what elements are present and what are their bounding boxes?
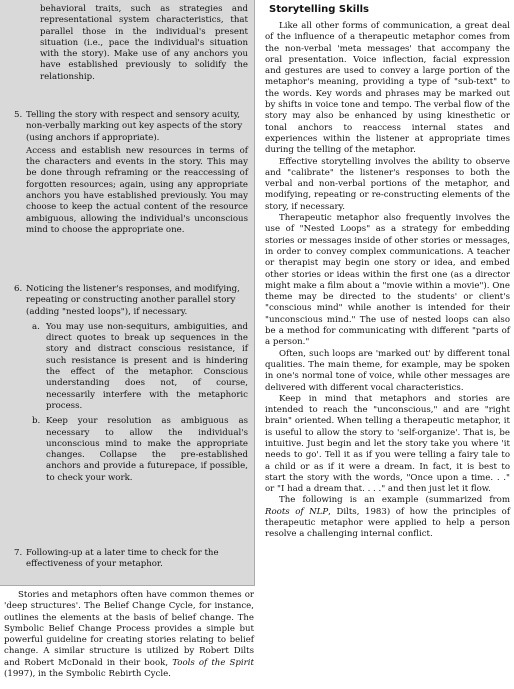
step-5-body: Access and establish new resources in terms of the characters and events in the story. This may be done through reframing or the reaccessing of forgotten resources; again, using any appropriate anchors you have established previously. You may choose to keep the actual content of the resource ambiguous, allowing the individual's unconscious mind to choose the appropriate one. bbox=[26, 145, 248, 235]
step-6 bbox=[14, 284, 248, 484]
step-5-title: Telling the story with respect and sensory acuity, non-verbally marking out key aspects of the story (using anchors if appropriate). bbox=[26, 110, 243, 143]
step-6b-label: b. bbox=[32, 416, 41, 427]
paragraph-1: Like all other forms of communication, a great deal of the influence of a therapeutic metaphor comes from the non-verbal 'meta messages' that accompany the oral presentation. Voice inflection, facial expression and gestures are used to convey a large portion of the metaphor's meaning, providing a type of "sub-text" to the words. Key words and phrases may be marked out by shifts in voice tone and tempo. The verbal flow of the story may also be enhanced by using kinesthetic or tonal anchors to reaccess internal states and experiences within the listener at appropriate times during the telling of the metaphor. bbox=[265, 21, 510, 156]
step-5-number: 5. bbox=[14, 110, 23, 120]
step-6-title: Noticing the listener's responses, and modifying, repeating or constructing another parallel story (adding "nested loops"), if necessary. bbox=[26, 284, 240, 317]
belief-change-paragraph bbox=[4, 590, 254, 680]
step-4-text: behavioral traits, such as strategies and representational system characteristics, that parallel those in the individual's present situation (i.e., pace the individual's situation with the story). Make use of any anchors you have established previously to solidify the relationship. bbox=[40, 4, 248, 82]
steps-sidebar-box bbox=[0, 0, 255, 586]
step-6b bbox=[32, 416, 248, 484]
step-6a bbox=[32, 322, 248, 412]
step-7-text: Following-up at a later time to check for the effectiveness of your metaphor. bbox=[26, 548, 219, 570]
step-6a-text: You may use non-sequiturs, ambiguities, and direct quotes to break up sequences in the story and distract conscious resistance, if such resistance is present and is hindering the effect of the metaphor. Conscious understanding does not, of course, necessarily interfere with the metaphoric process. bbox=[46, 321, 248, 411]
step-4-continuation bbox=[40, 4, 248, 83]
step-5 bbox=[14, 110, 248, 236]
step-7 bbox=[14, 548, 248, 571]
p6-part1: The following is an example (summarized from bbox=[279, 495, 510, 506]
book-title-roots-of-nlp: Roots of NLP bbox=[265, 506, 329, 517]
belief-text-part2: (1997), in the Symbolic Rebirth Cycle. bbox=[4, 669, 171, 680]
step-6b-text: Keep your resolution as ambiguous as necessary to allow the individual's unconscious mind to make the appropriate changes. Collapse the pre-established anchors and provide a futurepace, if possible, to check your work. bbox=[46, 416, 248, 483]
step-6-number: 6. bbox=[14, 284, 23, 294]
step-7-number: 7. bbox=[14, 548, 23, 558]
belief-change-text bbox=[4, 590, 254, 680]
paragraph-5: Keep in mind that metaphors and stories are intended to reach the "unconscious," and are "right brain" oriented. When telling a therapeutic metaphor, it is useful to allow the story to 'self-organize'. That is, be intuitive. Just begin and let the story take you where 'it needs to go'. Tell it as if you were telling a fairy tale to a child or as if it were a dream. In fact, it is best to start the story with the words, "Once upon a time. . ." or "I had a dream that. . . ." and then just let it flow. bbox=[265, 393, 510, 495]
right-column bbox=[265, 4, 510, 541]
step-6a-label: a. bbox=[32, 321, 40, 332]
storytelling-skills-heading: Storytelling Skills bbox=[269, 4, 369, 15]
paragraph-2: Effective storytelling involves the ability to observe and "calibrate" the listener's responses to both the verbal and non-verbal portions of the metaphor, and modifying, repeating or re-constructing elements of the story, if necessary. bbox=[265, 156, 510, 212]
belief-text-part1: Stories and metaphors often have common themes or 'deep structures'. The Belief Change Cycle, for instance, outlines the elements at the basis of belief change. The Symbolic Belief Change Process provides a simple but powerful guideline for creating stories relating to belief change. A similar structure is utilized by Robert Dilts and Robert McDonald in their book, bbox=[4, 590, 254, 668]
p6-part2: , Dilts, 1983) of how the principles of therapeutic metaphor were applied to help a person resolve a challenging internal conflict. bbox=[265, 506, 510, 540]
paragraph-4: Often, such loops are 'marked out' by different tonal qualities. The main theme, for example, may be spoken in one's normal tone of voice, while other messages are delivered with different vocal characteristics. bbox=[265, 348, 510, 393]
paragraph-3: Therapeutic metaphor also frequently involves the use of "Nested Loops" as a strategy for embedding stories or messages inside of other stories or messages, in order to convey complex communications. A teacher or therapist may begin one story or idea, and embed other stories or ideas within the first one (as a director might make a film about a "movie within a movie"). One theme may be directed to the students' or client's "conscious mind" while another is intended for their "unconscious mind." The use of nested loops can also be a method for communicating with different "parts of a person." bbox=[265, 213, 510, 348]
book-title-tools-of-the-spirit: Tools of the Spirit bbox=[172, 657, 254, 668]
paragraph-6 bbox=[265, 495, 510, 540]
